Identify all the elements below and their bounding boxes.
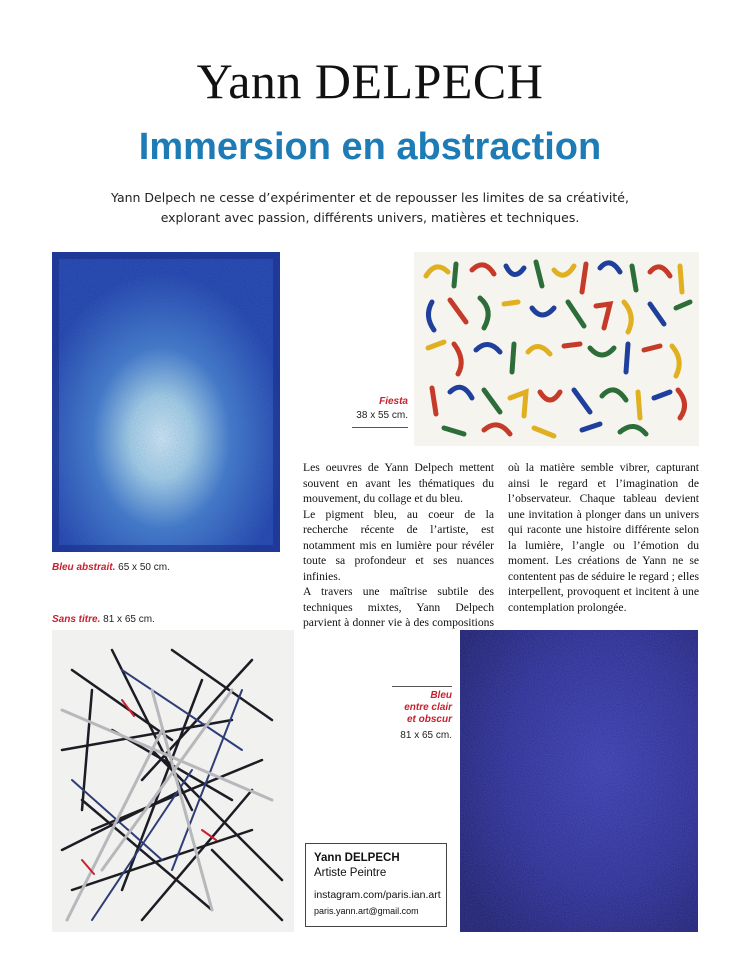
body-paragraph: Les oeuvres de Yann Delpech mettent souvent en avant les thématiques du mouvement, du collage et du bleu. xyxy=(303,461,494,505)
painting-bleu-abstrait xyxy=(52,252,280,552)
body-paragraph: Le pigment bleu, au coeur de la recherche récente de l’artiste, est notamment mis en lumière pour révéler toute sa profondeur et ses nuances infinies. xyxy=(303,507,494,583)
contact-email-link[interactable]: paris.yann.art@gmail.com xyxy=(314,906,419,916)
contact-name: Yann DELPECH xyxy=(314,852,400,864)
caption-title: Fiesta xyxy=(379,396,408,407)
caption-fiesta xyxy=(352,396,408,428)
intro-text: Yann Delpech ne cesse d’expérimenter et de repousser les limites de sa créativité, explorant avec passion, différents univers, matières et techniques. xyxy=(111,190,629,225)
caption-rule xyxy=(392,686,452,687)
painting-fiesta xyxy=(414,252,699,446)
contact-instagram-link[interactable]: instagram.com/paris.ian.art xyxy=(314,889,441,901)
page-subtitle: Immersion en abstraction xyxy=(138,126,602,168)
caption-title-line: Bleu xyxy=(430,690,452,701)
caption-bleu-clair-obscur xyxy=(392,686,452,742)
caption-title-line: et obscur xyxy=(406,714,452,725)
caption-dimensions: 65 x 50 cm. xyxy=(118,562,170,573)
page-title: Yann DELPECH xyxy=(196,53,544,109)
article-body xyxy=(303,460,699,631)
caption-title: Sans titre. xyxy=(52,614,101,625)
caption-title: Bleu abstrait. xyxy=(52,562,116,573)
contact-box xyxy=(305,843,447,927)
caption-sans-titre xyxy=(52,614,155,626)
caption-dimensions: 81 x 65 cm. xyxy=(103,614,155,625)
caption-rule xyxy=(352,427,408,428)
contact-role: Artiste Peintre xyxy=(314,867,387,879)
caption-title-line: entre clair xyxy=(404,702,452,713)
caption-dimensions: 38 x 55 cm. xyxy=(356,410,408,421)
caption-dimensions: 81 x 65 cm. xyxy=(400,730,452,741)
painting-sans-titre xyxy=(52,630,294,932)
painting-bleu-clair-obscur xyxy=(460,630,698,932)
caption-bleu-abstrait xyxy=(52,562,170,574)
body-paragraph: A travers une maîtrise subtile des techniques mixtes, Yann Delpech parvient à donner vie à des compositions où la matière semble vibrer, capturant ainsi le regard et l’imagination de l’observateur. Chaque tableau devient une invitation à plonger dans un univers qui raconte une histoire différente selon la lumière, l’angle ou l’émotion du moment. Les créations de Yann ne se contentent pas de séduire le regard ; elles interpellent, provoquent et incitent à une contemplation prolongée. xyxy=(303,461,699,629)
